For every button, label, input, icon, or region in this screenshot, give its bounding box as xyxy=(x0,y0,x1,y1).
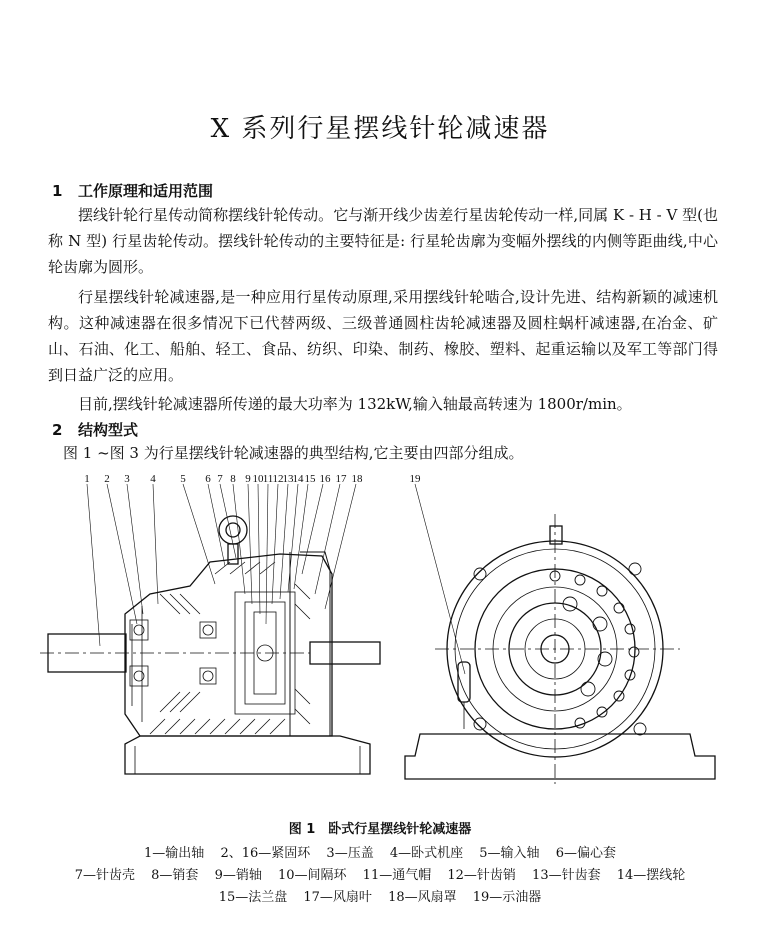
legend-item: 9—销轴 xyxy=(214,868,262,883)
legend-item: 17—风扇叶 xyxy=(303,890,372,905)
callout-7: 7 xyxy=(217,474,223,485)
callout-6: 6 xyxy=(205,474,211,485)
callout-8: 8 xyxy=(230,474,236,485)
section-1-paragraph-1: 摆线针轮行星传动简称摆线针轮传动。它与渐开线少齿差行星齿轮传动一样,同属 K - H - V 型(也称 N 型) 行星齿轮传动。摆线针轮传动的主要特征是: 行星轮齿廓为变幅外摆线的内侧等距曲线,中心轮齿廓为圆形。 xyxy=(48,206,718,276)
legend-item: 5—输入轴 xyxy=(479,846,540,861)
legend-item: 18—风扇罩 xyxy=(388,890,457,905)
legend-item: 10—间隔环 xyxy=(277,868,347,883)
section-2-title: 结构型式 xyxy=(78,421,139,439)
legend-item: 19—示油器 xyxy=(472,890,542,905)
callout-19: 19 xyxy=(409,474,421,485)
callout-10: 10 xyxy=(252,474,264,485)
callout-5: 5 xyxy=(180,474,186,485)
callout-18: 18 xyxy=(351,474,363,485)
callout-4: 4 xyxy=(150,474,156,485)
reducer-drawing xyxy=(40,474,730,804)
legend-item: 6—偏心套 xyxy=(555,846,616,861)
section-1-heading xyxy=(52,180,213,201)
section-view xyxy=(40,516,380,774)
legend-item: 8—销套 xyxy=(151,868,199,883)
section-1-paragraph-3: 目前,摆线针轮减速器所传递的最大功率为 132kW,输入轴最高转速为 1800r/min。 xyxy=(78,395,632,413)
legend-item: 13—针齿套 xyxy=(532,868,601,883)
legend-item: 7—针齿壳 xyxy=(74,868,135,883)
section-1-title: 工作原理和适用范围 xyxy=(78,182,214,200)
legend-item: 1—输出轴 xyxy=(144,846,205,861)
legend-item: 11—通气帽 xyxy=(362,868,432,883)
callout-1: 1 xyxy=(84,474,90,485)
callout-12: 12 xyxy=(272,474,284,485)
callout-3: 3 xyxy=(124,474,130,485)
legend-item: 2、16—紧固环 xyxy=(220,846,311,861)
legend-item: 4—卧式机座 xyxy=(389,846,464,861)
section-1-number: 1 xyxy=(52,182,63,200)
legend-item: 15—法兰盘 xyxy=(218,890,288,905)
callout-14: 14 xyxy=(292,474,304,485)
legend-line-3 xyxy=(0,886,760,905)
legend-line-1 xyxy=(0,842,760,861)
section-1-paragraph-2: 行星摆线针轮减速器,是一种应用行星传动原理,采用摆线针轮啮合,设计先进、结构新颖的减速机构。这种减速器在很多情况下已代替两级、三级普通圆柱齿轮减速器及圆柱蜗杆减速器,在冶金、矿山、石油、化工、船舶、轻工、食品、纺织、印染、制药、橡胶、塑料、起重运输以及军工等部门得到日益广泛的应用。 xyxy=(48,288,718,384)
legend-line-2 xyxy=(0,864,760,883)
legend-item: 12—针齿销 xyxy=(447,868,516,883)
figure-caption: 图 1 卧式行星摆线针轮减速器 xyxy=(288,822,472,837)
legend-item: 3—压盖 xyxy=(326,846,374,861)
legend-item: 14—摆线轮 xyxy=(616,868,686,883)
section-2-heading xyxy=(52,419,138,440)
callout-17: 17 xyxy=(335,474,347,485)
callout-2: 2 xyxy=(104,474,110,485)
callout-15: 15 xyxy=(304,474,316,485)
callout-13: 13 xyxy=(282,474,294,485)
callout-16: 16 xyxy=(319,474,331,485)
callout-9: 9 xyxy=(245,474,251,485)
section-2-paragraph: 图 1 ~图 3 为行星摆线针轮减速器的典型结构,它主要由四部分组成。 xyxy=(63,444,524,462)
callout-11: 11 xyxy=(262,474,274,485)
end-view xyxy=(405,514,715,784)
page-title: X 系列行星摆线针轮减速器 xyxy=(210,114,550,144)
section-2-number: 2 xyxy=(52,421,63,439)
